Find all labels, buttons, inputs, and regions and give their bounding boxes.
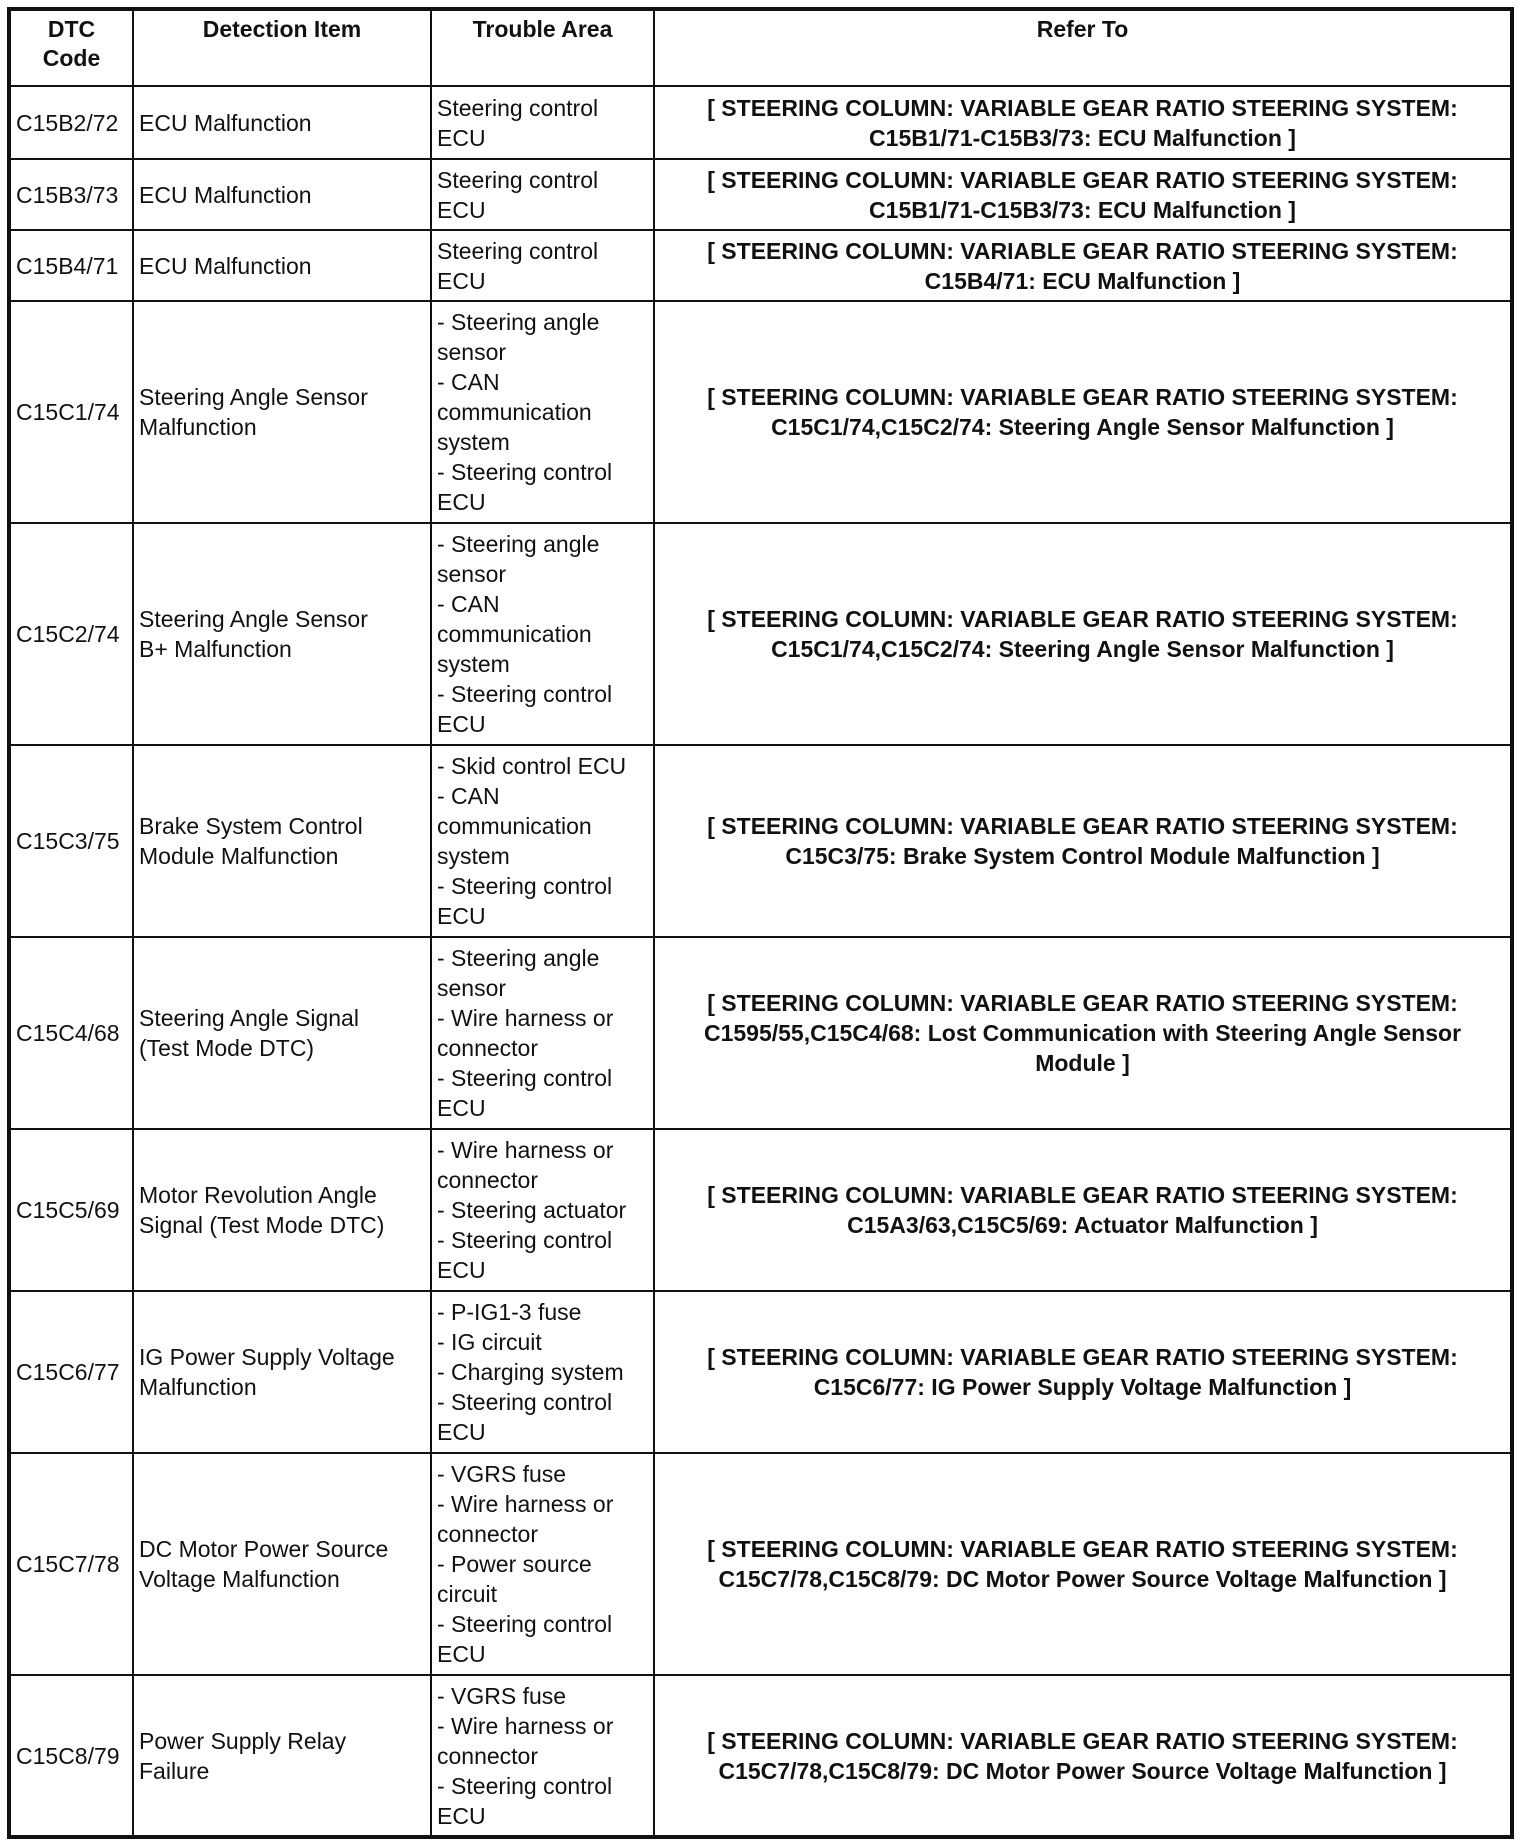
table-row (9, 1675, 1512, 1837)
refer-to-cell (654, 1291, 1512, 1453)
dtc-code-cell: C15C3/75 (9, 745, 133, 937)
trouble-area-line: - Wire harness or (437, 1491, 614, 1517)
detection-item-line: (Test Mode DTC) (139, 1035, 315, 1061)
dtc-code-cell: C15C4/68 (9, 937, 133, 1129)
dtc-code-cell: C15C1/74 (9, 301, 133, 523)
table-row (9, 745, 1512, 937)
detection-item-line: Motor Revolution Angle (139, 1182, 377, 1208)
table-row (9, 1453, 1512, 1675)
table-row (9, 937, 1512, 1129)
trouble-area-line: - VGRS fuse (437, 1682, 567, 1709)
trouble-area-line: - Steering control (437, 1065, 613, 1091)
trouble-area-line: - P-IG1-3 fuse (437, 1299, 582, 1325)
dtc-code-cell: C15B2/72 (9, 86, 133, 159)
refer-to-line: [ STEERING COLUMN: VARIABLE GEAR RATIO STEERING SYSTEM: (707, 384, 1458, 410)
trouble-area-line: - Steering control (437, 459, 613, 485)
trouble-area-line: - Power source (437, 1551, 592, 1577)
dtc-code-cell: C15C2/74 (9, 523, 133, 745)
dtc-code-cell: C15B3/73 (9, 159, 133, 230)
detection-item-line: Module Malfunction (139, 843, 339, 869)
header-dtc-code-line-2: Code (42, 45, 101, 71)
trouble-area-line: communication (437, 399, 592, 425)
trouble-area-line: sensor (437, 561, 507, 587)
trouble-area-line: ECU (437, 489, 486, 515)
trouble-area-line: - Wire harness or (437, 1712, 614, 1739)
trouble-area-line: sensor (437, 339, 507, 365)
detection-item-line: Malfunction (139, 1374, 257, 1400)
detection-item-line: Signal (Test Mode DTC) (139, 1212, 385, 1238)
refer-to-line: C15C7/78,C15C8/79: DC Motor Power Source Voltage Malfunction ] (718, 1566, 1447, 1592)
detection-item-cell (133, 1453, 431, 1675)
trouble-area-line: ECU (437, 1257, 486, 1283)
trouble-area-cell (431, 1675, 654, 1837)
header-row (9, 9, 1512, 86)
trouble-area-cell (431, 1291, 654, 1453)
trouble-area-line: - Steering angle (437, 309, 600, 335)
trouble-area-cell (431, 523, 654, 745)
refer-to-line: [ STEERING COLUMN: VARIABLE GEAR RATIO STEERING SYSTEM: (707, 237, 1458, 264)
detection-item-cell (133, 86, 431, 159)
dtc-code-cell: C15C7/78 (9, 1453, 133, 1675)
trouble-area-line: - Steering control (437, 873, 613, 899)
trouble-area-line: - Steering control (437, 1772, 613, 1799)
detection-item-cell (133, 1129, 431, 1291)
detection-item-line: DC Motor Power Source (139, 1536, 389, 1562)
trouble-area-line: ECU (437, 124, 486, 151)
trouble-area-line: - Charging system (437, 1359, 624, 1385)
table-row (9, 86, 1512, 159)
trouble-area-line: - CAN (437, 783, 500, 809)
refer-to-line: C1595/55,C15C4/68: Lost Communication with Steering Angle Sensor (703, 1020, 1462, 1046)
detection-item-line: Steering Angle Sensor (139, 606, 368, 632)
detection-item-line: Steering Angle Signal (139, 1005, 359, 1031)
detection-item-cell (133, 745, 431, 937)
header-dtc-code-line-1: DTC (47, 16, 96, 42)
trouble-area-cell (431, 86, 654, 159)
trouble-area-line: ECU (437, 1802, 486, 1829)
trouble-area-line: - Wire harness or (437, 1005, 614, 1031)
trouble-area-cell (431, 230, 654, 301)
refer-to-cell (654, 301, 1512, 523)
refer-to-line: [ STEERING COLUMN: VARIABLE GEAR RATIO STEERING SYSTEM: (707, 166, 1458, 193)
refer-to-line: C15C7/78,C15C8/79: DC Motor Power Source Voltage Malfunction ] (718, 1757, 1447, 1784)
detection-item-line: Power Supply Relay (139, 1727, 347, 1754)
trouble-area-line: system (437, 843, 510, 869)
table-row (9, 301, 1512, 523)
table-row (9, 230, 1512, 301)
detection-item-cell (133, 301, 431, 523)
trouble-area-line: - Steering control (437, 1611, 613, 1637)
refer-to-cell (654, 937, 1512, 1129)
trouble-area-cell (431, 1129, 654, 1291)
header-trouble-area: Trouble Area (431, 9, 654, 86)
trouble-area-line: connector (437, 1521, 539, 1547)
trouble-area-cell (431, 1453, 654, 1675)
trouble-area-line: ECU (437, 903, 486, 929)
dtc-code-cell: C15C5/69 (9, 1129, 133, 1291)
trouble-area-line: - IG circuit (437, 1329, 542, 1355)
dtc-code-cell: C15C8/79 (9, 1675, 133, 1837)
trouble-area-line: Steering control (437, 237, 599, 264)
header-refer-to: Refer To (654, 9, 1512, 86)
trouble-area-line: - Steering control (437, 1227, 613, 1253)
dtc-table-container (7, 7, 1510, 1839)
trouble-area-cell (431, 159, 654, 230)
trouble-area-line: Steering control (437, 166, 599, 193)
refer-to-cell (654, 1453, 1512, 1675)
detection-item-cell (133, 523, 431, 745)
detection-item-line: ECU Malfunction (139, 181, 312, 208)
dtc-code-cell: C15B4/71 (9, 230, 133, 301)
refer-to-line: C15C1/74,C15C2/74: Steering Angle Sensor Malfunction ] (771, 414, 1394, 440)
refer-to-line: [ STEERING COLUMN: VARIABLE GEAR RATIO STEERING SYSTEM: (707, 606, 1458, 632)
refer-to-cell (654, 159, 1512, 230)
trouble-area-line: - CAN (437, 369, 500, 395)
detection-item-cell (133, 1291, 431, 1453)
table-row (9, 523, 1512, 745)
detection-item-line: ECU Malfunction (139, 109, 312, 136)
refer-to-cell (654, 230, 1512, 301)
detection-item-line: Voltage Malfunction (139, 1566, 340, 1592)
trouble-area-line: - Steering angle (437, 531, 600, 557)
refer-to-cell (654, 1675, 1512, 1837)
refer-to-line: C15B1/71-C15B3/73: ECU Malfunction ] (869, 124, 1296, 151)
detection-item-line: Failure (139, 1757, 210, 1784)
trouble-area-line: - Steering angle (437, 945, 600, 971)
trouble-area-cell (431, 937, 654, 1129)
trouble-area-cell (431, 745, 654, 937)
refer-to-line: [ STEERING COLUMN: VARIABLE GEAR RATIO STEERING SYSTEM: (707, 813, 1458, 839)
refer-to-line: [ STEERING COLUMN: VARIABLE GEAR RATIO STEERING SYSTEM: (707, 94, 1458, 121)
trouble-area-line: - VGRS fuse (437, 1461, 567, 1487)
trouble-area-line: ECU (437, 267, 486, 294)
header-detection-item: Detection Item (133, 9, 431, 86)
refer-to-line: C15C1/74,C15C2/74: Steering Angle Sensor Malfunction ] (771, 636, 1394, 662)
detection-item-line: Brake System Control (139, 813, 363, 839)
detection-item-cell (133, 1675, 431, 1837)
trouble-area-line: - Wire harness or (437, 1137, 614, 1163)
refer-to-line: C15C3/75: Brake System Control Module Malfunction ] (785, 843, 1380, 869)
trouble-area-line: system (437, 429, 510, 455)
detection-item-cell (133, 937, 431, 1129)
trouble-area-line: connector (437, 1742, 539, 1769)
detection-item-line: B+ Malfunction (139, 636, 292, 662)
detection-item-line: ECU Malfunction (139, 252, 312, 279)
refer-to-line: C15C6/77: IG Power Supply Voltage Malfunction ] (813, 1374, 1352, 1400)
trouble-area-line: ECU (437, 196, 486, 223)
trouble-area-line: circuit (437, 1581, 498, 1607)
refer-to-line: [ STEERING COLUMN: VARIABLE GEAR RATIO STEERING SYSTEM: (707, 990, 1458, 1016)
refer-to-cell (654, 523, 1512, 745)
trouble-area-line: connector (437, 1167, 539, 1193)
trouble-area-line: system (437, 651, 510, 677)
dtc-table (7, 7, 1514, 1839)
refer-to-line: [ STEERING COLUMN: VARIABLE GEAR RATIO STEERING SYSTEM: (707, 1536, 1458, 1562)
trouble-area-line: communication (437, 621, 592, 647)
refer-to-line: [ STEERING COLUMN: VARIABLE GEAR RATIO STEERING SYSTEM: (707, 1344, 1458, 1370)
refer-to-cell (654, 86, 1512, 159)
detection-item-line: IG Power Supply Voltage (139, 1344, 395, 1370)
detection-item-cell (133, 230, 431, 301)
trouble-area-line: - Steering actuator (437, 1197, 627, 1223)
refer-to-line: [ STEERING COLUMN: VARIABLE GEAR RATIO STEERING SYSTEM: (707, 1727, 1458, 1754)
trouble-area-line: ECU (437, 1641, 486, 1667)
detection-item-cell (133, 159, 431, 230)
refer-to-line: C15B1/71-C15B3/73: ECU Malfunction ] (869, 196, 1296, 223)
trouble-area-line: connector (437, 1035, 539, 1061)
trouble-area-line: ECU (437, 1419, 486, 1445)
trouble-area-line: - Steering control (437, 681, 613, 707)
table-row (9, 1291, 1512, 1453)
detection-item-line: Steering Angle Sensor (139, 384, 368, 410)
refer-to-line: [ STEERING COLUMN: VARIABLE GEAR RATIO STEERING SYSTEM: (707, 1182, 1458, 1208)
trouble-area-line: ECU (437, 711, 486, 737)
refer-to-line: Module ] (1035, 1050, 1130, 1076)
refer-to-cell (654, 1129, 1512, 1291)
trouble-area-line: - CAN (437, 591, 500, 617)
refer-to-cell (654, 745, 1512, 937)
trouble-area-line: sensor (437, 975, 507, 1001)
trouble-area-line: Steering control (437, 94, 599, 121)
detection-item-line: Malfunction (139, 414, 257, 440)
refer-to-line: C15A3/63,C15C5/69: Actuator Malfunction ] (847, 1212, 1318, 1238)
trouble-area-line: communication (437, 813, 592, 839)
header-dtc-code (9, 9, 133, 86)
refer-to-line: C15B4/71: ECU Malfunction ] (924, 267, 1241, 294)
trouble-area-cell (431, 301, 654, 523)
table-row (9, 1129, 1512, 1291)
table-row (9, 159, 1512, 230)
trouble-area-line: - Steering control (437, 1389, 613, 1415)
dtc-code-cell: C15C6/77 (9, 1291, 133, 1453)
trouble-area-line: - Skid control ECU (437, 753, 627, 779)
trouble-area-line: ECU (437, 1095, 486, 1121)
